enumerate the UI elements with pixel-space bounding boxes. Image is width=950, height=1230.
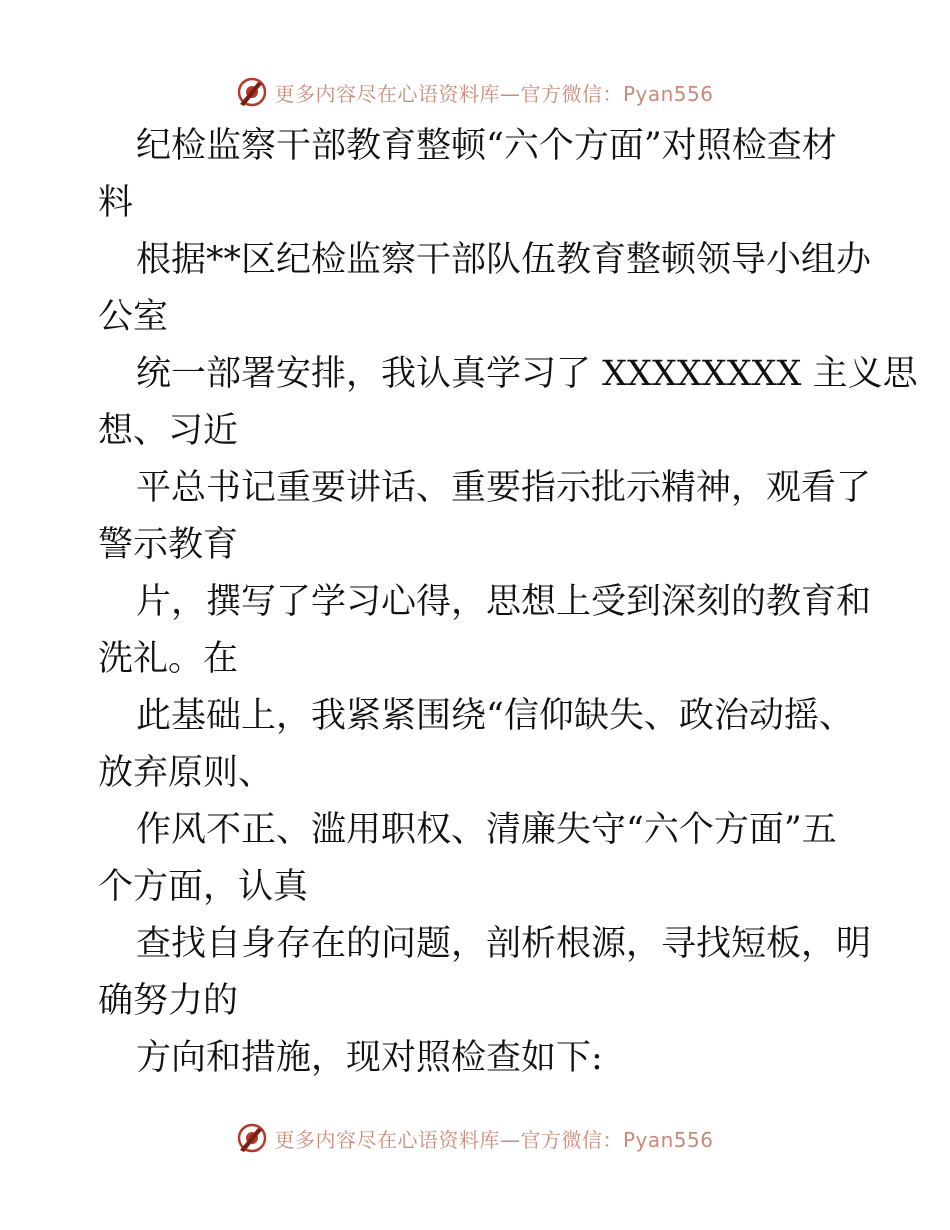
paragraph-line: 平总书记重要讲话、重要指示批示精神，观看了 xyxy=(136,468,872,508)
header-watermark-banner xyxy=(0,72,950,112)
paragraph-line: 根据**区纪检监察干部队伍教育整顿领导小组办 xyxy=(136,240,872,280)
paragraph-continuation-line: 警示教育 xyxy=(98,525,239,565)
paragraph-continuation-line: 公室 xyxy=(98,297,169,337)
paragraph-line: 此基础上，我紧紧围绕“信仰缺失、政治动摇、 xyxy=(136,696,854,736)
header-watermark-text: 更多内容尽在心语资料库—官方微信：Pyan556 xyxy=(274,81,714,106)
paragraph-continuation-line: 想、习近 xyxy=(98,411,239,451)
paragraph-continuation-line: 放弃原则、 xyxy=(98,753,274,793)
paragraph-line: 查找自身存在的问题，剖析根源，寻找短板，明 xyxy=(136,924,872,964)
document-paragraph xyxy=(0,460,950,574)
paragraph-continuation-line: 料 xyxy=(98,183,134,223)
quill-circle-logo-icon xyxy=(236,76,268,108)
document-paragraph xyxy=(0,574,950,688)
paragraph-line: 片，撰写了学习心得，思想上受到深刻的教育和 xyxy=(136,582,872,622)
document-paragraph xyxy=(0,1030,950,1087)
footer-watermark-banner xyxy=(0,1118,950,1158)
document-paragraph xyxy=(0,232,950,346)
paragraph-continuation-line: 洗礼。在 xyxy=(98,639,239,679)
document-paragraph xyxy=(0,802,950,916)
footer-watermark-text: 更多内容尽在心语资料库—官方微信：Pyan556 xyxy=(274,1127,714,1152)
document-body xyxy=(0,118,950,1087)
paragraph-continuation-line: 个方面，认真 xyxy=(98,867,309,907)
document-paragraph xyxy=(0,916,950,1030)
paragraph-line: 统一部署安排，我认真学习了 XXXXXXXX 主义思 xyxy=(136,354,918,394)
paragraph-line: 纪检监察干部教育整顿“六个方面”对照检查材 xyxy=(136,126,837,166)
document-paragraph xyxy=(0,346,950,460)
paragraph-line: 方向和措施，现对照检查如下: xyxy=(136,1038,603,1078)
paragraph-continuation-line: 确努力的 xyxy=(98,981,239,1021)
document-paragraph xyxy=(0,688,950,802)
paragraph-line: 作风不正、滥用职权、清廉失守“六个方面”五 xyxy=(136,810,837,850)
quill-circle-logo-icon xyxy=(236,1122,268,1154)
document-paragraph xyxy=(0,118,950,232)
